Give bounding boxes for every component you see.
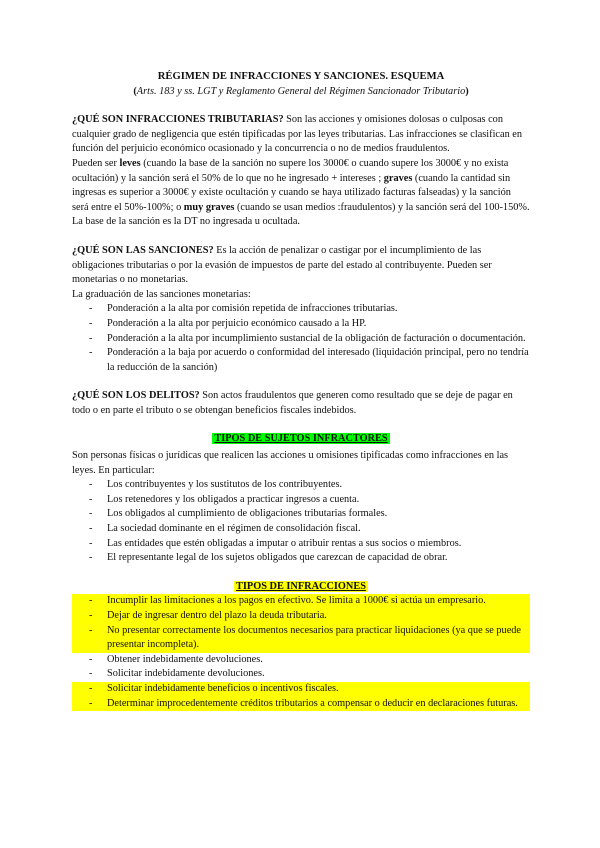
- tipos-list: [72, 594, 530, 711]
- delitos-heading: ¿QUÉ SON LOS DELITOS?: [72, 390, 200, 402]
- sujetos-heading-wrap: [72, 432, 530, 447]
- subtitle-close-paren: ): [465, 85, 469, 97]
- infracciones-types-paragraph: [72, 157, 530, 215]
- tipos-heading: TIPOS DE INFRACCIONES: [236, 580, 366, 592]
- sanciones-heading: ¿QUÉ SON LAS SANCIONES?: [72, 244, 214, 256]
- subtitle-text: Arts. 183 y ss. LGT y Reglamento General del Régimen Sancionador Tributario: [136, 85, 466, 97]
- list-item: [72, 609, 530, 624]
- document-subtitle: [72, 85, 530, 100]
- tipos-heading-wrap: [72, 580, 530, 595]
- sujetos-heading: TIPOS DE SUJETOS INFRACTORES: [214, 433, 388, 445]
- list-item: - Las entidades que estén obligadas a imputar o atribuir rentas a sus socios o miembros.: [72, 537, 530, 552]
- list-item: [72, 653, 530, 668]
- tipo-text: Dejar de ingresar dentro del plazo la deuda tributaria.: [107, 610, 327, 621]
- list-item: - Los retenedores y los obligados a practicar ingresos a cuenta.: [72, 493, 530, 508]
- list-item: - Ponderación a la baja por acuerdo o conformidad del interesado (liquidación principal, pero no tendría la reducción de la sanción): [72, 346, 530, 375]
- sanciones-paragraph: [72, 244, 530, 288]
- list-item: [72, 594, 530, 609]
- document-page: [72, 70, 530, 711]
- muy-graves-term: muy graves: [183, 201, 235, 213]
- list-item: - Los obligados al cumplimiento de obligaciones tributarias formales.: [72, 507, 530, 522]
- graves-term: graves: [383, 172, 413, 184]
- list-item: - Ponderación a la alta por perjuicio económico causado a la HP.: [72, 317, 530, 332]
- types-text-d: (cuando se usan medios :fraudulentos) y la sanción será del 100-150%.: [234, 201, 530, 213]
- list-item: - La sociedad dominante en el régimen de consolidación fiscal.: [72, 522, 530, 537]
- delitos-paragraph: [72, 389, 530, 418]
- sujetos-list: [72, 478, 530, 566]
- types-text-b: (cuando la base de la sanción no supere los 3000€ o cuando supere los 3000€ y no exista ocultación) y la sanción será el 50% de lo que no he ingresado + intereses ;: [72, 157, 509, 184]
- leves-term: leves: [119, 157, 141, 169]
- list-item: [72, 667, 530, 682]
- infracciones-heading: ¿QUÉ SON INFRACCIONES TRIBUTARIAS?: [72, 114, 284, 126]
- tipo-text: No presentar correctamente los documentos necesarios para practicar liquidaciones (ya que se puede presentar incompleta).: [107, 624, 521, 651]
- list-item: - El representante legal de los sujetos obligados que carezcan de capacidad de obrar.: [72, 551, 530, 566]
- list-item: [72, 682, 530, 697]
- types-text-c: (cuando la cantidad sin ingresas es superior a 3000€ y existe ocultación y cuando se haya utilizado facturas falseadas) y la sanción será entre el 50%-100%; o: [72, 172, 511, 213]
- infracciones-paragraph: [72, 113, 530, 157]
- delitos-text: Son actos fraudulentos que generen como resultado que se deje de pagar en todo o en parte el tributo o se obtengan beneficios fiscales indebidos.: [72, 390, 513, 416]
- subtitle-open-paren: (: [133, 85, 137, 97]
- document-title: RÉGIMEN DE INFRACCIONES Y SANCIONES. ESQUEMA: [157, 71, 445, 82]
- list-item: [72, 697, 530, 712]
- tipo-text: Incumplir las limitaciones a los pagos en efectivo. Se limita a 1000€ si actúa un empresario.: [107, 595, 486, 607]
- tipo-text: Solicitar indebidamente beneficios o incentivos fiscales.: [107, 682, 339, 694]
- sanciones-text: Es la acción de penalizar o castigar por el incumplimiento de las obligaciones tributarias o por la evasión de impuestos de parte del estado al contribuyente. Pueden ser monetarias o no monetarias.: [72, 244, 492, 286]
- list-item: - Ponderación a la alta por comisión repetida de infracciones tributarias.: [72, 302, 530, 317]
- list-item: - Ponderación a la alta por incumplimiento sustancial de la obligación de facturación o documentación.: [72, 332, 530, 347]
- graduacion-label: La graduación de las sanciones monetarias:: [72, 288, 251, 300]
- sujetos-intro: Son personas físicas o jurídicas que realicen las acciones u omisiones tipificadas como infracciones en las leyes. En particular:: [72, 450, 509, 476]
- graduacion-list: [72, 302, 530, 375]
- tipo-text: Obtener indebidamente devoluciones.: [107, 653, 263, 665]
- tipo-text: Determinar improcedentemente créditos tributarios a compensar o deducir en declaraciones futuras.: [107, 697, 518, 709]
- infracciones-text: Son las acciones y omisiones dolosas o culposas con cualquier grado de negligencia que estén tipificadas por las leyes tributarias. Las infracciones se clasifican en función del perjuicio económico ocasionado y la concurrencia o no de medios fraudulentos.: [72, 114, 523, 155]
- tipo-text: Solicitar indebidamente devoluciones.: [107, 668, 265, 680]
- list-item: - Los contribuyentes y los sustitutos de los contribuyentes.: [72, 478, 530, 493]
- base-sancion-paragraph: La base de la sanción es la DT no ingresada u ocultada.: [72, 216, 300, 228]
- types-text-a: Pueden ser: [72, 157, 120, 169]
- list-item: [72, 624, 530, 653]
